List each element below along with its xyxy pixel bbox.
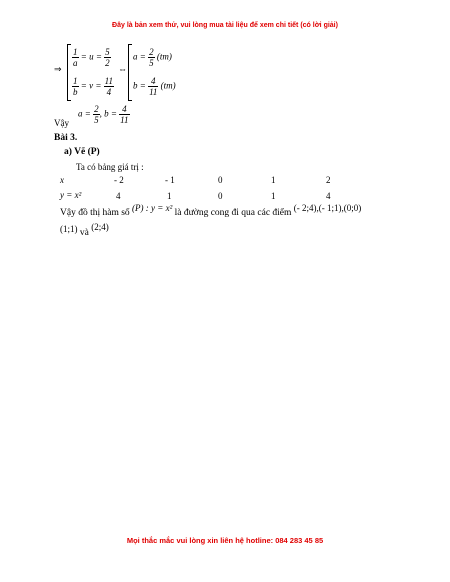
conclusion-prefix: Vậy [54, 118, 69, 128]
hotline-footer: Mọi thắc mắc vui lòng xin liên hệ hotline: 084 283 45 85 [126, 536, 324, 545]
table-intro: Ta có bảng giá trị : [76, 162, 144, 172]
preview-banner: Đây là bản xem thử, vui lòng mua tài liệu để xem chi tiết (có lời giải) [112, 22, 338, 29]
conclusion-values: a = $\frac{2}{5}$ , b = $\frac{4}{11}$ [78, 104, 129, 125]
and-word: và [79, 228, 89, 238]
table-cell: 2 [326, 175, 331, 185]
equation-2: $\frac{1}{b}$ = v = $\frac{11}{4}$ [73, 76, 113, 97]
equiv-symbol: ⇔ [118, 64, 127, 74]
implies-symbol: ⇒ [54, 64, 62, 74]
table-cell: 0 [218, 175, 223, 185]
part-a-heading: a) Vẽ (P) [64, 147, 100, 157]
section-title: Bài 3. [54, 133, 78, 143]
table-cell: 0 [218, 191, 223, 201]
points-list: (- 2;4),(- 1;1),(0;0) [293, 203, 362, 213]
table-cell: 1 [271, 191, 276, 201]
graph-sentence-cont [60, 222, 109, 238]
equation-1: $\frac{1}{a}$ = u = $\frac{5}{2}$ [73, 47, 110, 68]
table-cell: 1 [271, 175, 276, 185]
result-a: a = $\frac{2}{5}$ (tm) [133, 47, 172, 68]
row-label-y: y = x² [60, 190, 82, 200]
graph-text-1: Vậy đồ thị hàm số [60, 208, 130, 218]
table-cell: 1 [167, 191, 172, 201]
table-cell: 4 [326, 191, 331, 201]
table-cell: - 2 [114, 175, 124, 185]
row-label-x: x [60, 175, 64, 185]
points-list: (1;1) [60, 224, 78, 234]
right-brace [128, 44, 132, 101]
graph-sentence [60, 203, 362, 218]
left-brace [67, 44, 71, 101]
graph-text-2: là đường cong đi qua các điểm [174, 208, 292, 218]
table-cell: - 1 [165, 175, 175, 185]
graph-formula: (P) : y = x² [132, 203, 173, 213]
table-cell: 4 [116, 191, 121, 201]
result-b: b = $\frac{4}{11}$ (tm) [133, 76, 176, 97]
points-list: (2;4) [91, 222, 109, 232]
